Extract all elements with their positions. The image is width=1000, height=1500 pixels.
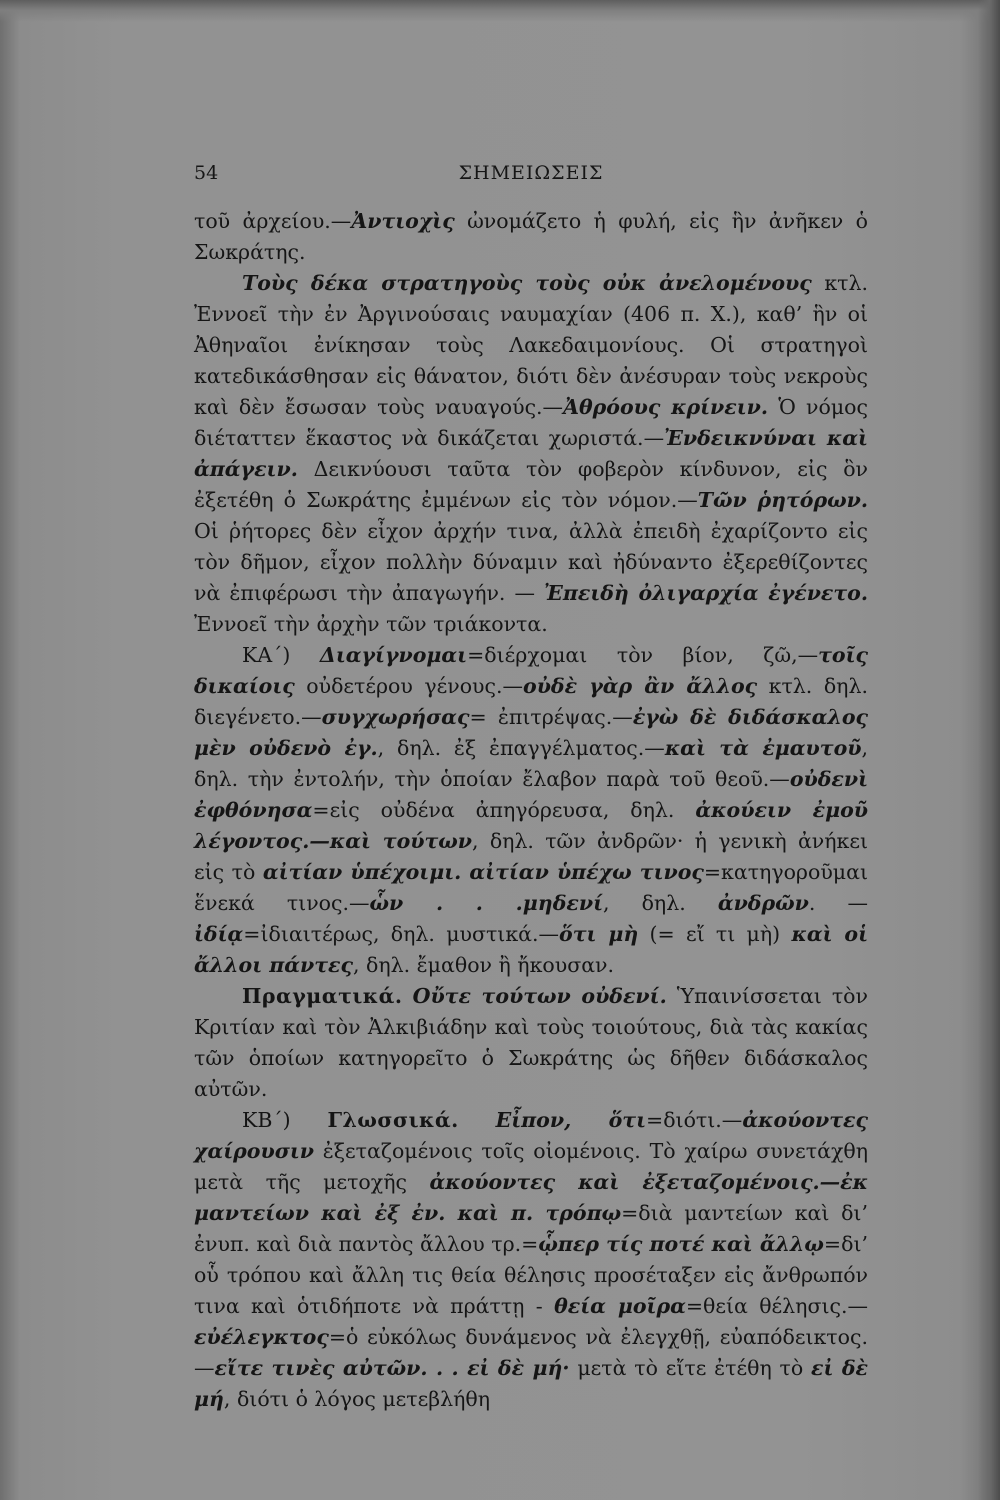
lemma-text: εἴτε τινὲς αὐτῶν. . . εἰ δὲ μή· <box>214 1356 570 1380</box>
commentary-text: ΚΑ΄) <box>242 643 320 667</box>
page-header <box>194 162 868 192</box>
paragraph <box>194 268 868 640</box>
commentary-text: =διὰ μαντείων καὶ δι’ ἐνυπ. καὶ διὰ παντὸς ἄλλου τρ.= <box>194 1201 868 1256</box>
lemma-text: Ἀθρόους κρίνειν. <box>563 395 769 419</box>
lemma-text: εὐέλεγκτος <box>194 1325 329 1349</box>
lemma-text: ὅτι μὴ <box>559 922 639 946</box>
lemma-text: Ἀντιοχὶς <box>351 209 455 233</box>
lemma-text: οὐδενὶ ἐφθόνησα <box>194 767 868 822</box>
body-text <box>194 206 868 1415</box>
commentary-text: . — <box>808 891 868 915</box>
paragraph <box>194 640 868 981</box>
commentary-text: =ἰδιαιτέρως, δηλ. μυστικά.— <box>243 922 560 946</box>
lemma-text: ἀκούειν ἐμοῦ λέγοντος.—καὶ τούτων <box>194 798 868 853</box>
commentary-text: Ἐννοεῖ τὴν ἀρχὴν τῶν τριάκοντα. <box>194 612 548 636</box>
page-number: 54 <box>194 162 219 184</box>
lemma-text: ἐγὼ δὲ διδάσκαλος μὲν οὐδενὸ ἐγ. <box>194 705 868 760</box>
lemma-text: Τῶν ῥητόρων. <box>697 488 868 512</box>
commentary-text: Δεικνύουσι ταῦτα τὸν φοβερὸν κίνδυνον, εἰς ὃν ἐξετέθη ὁ Σωκράτης ἐμμένων εἰς τὸν νόμον.— <box>194 457 868 512</box>
lemma-text: Ἐνδεικνύναι καὶ ἀπάγειν. <box>194 426 868 481</box>
lemma-text: Ἐπειδὴ ὀλιγαρχία ἐγένετο. <box>544 581 868 605</box>
page-binding-shadow <box>978 0 1000 1500</box>
commentary-text: , δηλ. ἐξ ἐπαγγέλματος.— <box>377 736 665 760</box>
commentary-text: κτλ. δηλ. διεγένετο.— <box>194 674 868 729</box>
commentary-text: =κατηγοροῦμαι ἕνεκά τινος.— <box>194 860 868 915</box>
page-top-edge-shadow <box>0 0 1000 22</box>
commentary-text: =διέρχομαι τὸν βίον, ζῶ,— <box>467 643 819 667</box>
commentary-text: , δηλ. <box>602 891 718 915</box>
commentary-text: ΚΒ΄) <box>242 1108 328 1132</box>
paragraph <box>194 1105 868 1415</box>
commentary-text: μετὰ τὸ εἴτε ἐτέθη τὸ <box>569 1356 812 1380</box>
commentary-text: (= εἴ τι μὴ) <box>638 922 792 946</box>
commentary-text: , δηλ. ἔμαθον ἢ ἤκουσαν. <box>353 953 615 977</box>
lemma-text: καὶ οἱ ἄλλοι πάντες <box>194 922 869 977</box>
commentary-text: =ὁ εὐκόλως δυνάμενος νὰ ἐλεγχθῇ, εὐαπόδεικτος.— <box>194 1325 868 1380</box>
lemma-text: Τοὺς δέκα στρατηγοὺς τοὺς οὐκ ἀνελομένους <box>242 271 812 295</box>
lemma-text: ᾧπερ τίς ποτέ καὶ ἄλλῳ <box>538 1232 824 1256</box>
paragraph <box>194 206 868 268</box>
lemma-text: εἰ δὲ μή <box>194 1356 868 1411</box>
commentary-text <box>459 1108 496 1132</box>
commentary-text: =δι’ οὗ τρόπου καὶ ἄλλη τις θεία θέλησις προσέταξεν εἰς ἄνθρωπόν τινα καὶ ὁτιδήποτε νὰ πράττῃ - <box>194 1232 868 1318</box>
lemma-text: τοῖς δικαίοις <box>194 643 868 698</box>
commentary-text: =εἰς οὐδένα ἀπηγόρευσα, δηλ. <box>312 798 696 822</box>
commentary-text <box>403 984 413 1008</box>
running-title: ΣΗΜΕΙΩΣΕΙΣ <box>458 162 604 184</box>
lemma-text: θεία μοῖρα <box>554 1294 686 1318</box>
lemma-text: ὧν . . .μηδενί <box>369 891 603 915</box>
commentary-text: ἐξεταζομένοις τοῖς οἰομένοις. Τὸ χαίρω συνετάχθη μετὰ τῆς μετοχῆς <box>194 1139 868 1194</box>
commentary-text: οὐδετέρου γένους.— <box>294 674 524 698</box>
lemma-text: συγχωρήσας <box>321 705 470 729</box>
commentary-text: Οἱ ῥήτορες δὲν εἶχον ἀρχήν τινα, ἀλλὰ ἐπειδὴ ἐχαρίζοντο εἰς τὸν δῆμον, εἶχον πολλὴν δύναμιν καὶ ἠδύναντο ἐξερεθίζοντες νὰ ἐπιφέρωσι τὴν ἀπαγωγήν. — <box>194 519 868 605</box>
lemma-text: οὐδὲ γὰρ ἂν ἄλλος <box>523 674 758 698</box>
commentary-text: =διότι.— <box>646 1108 743 1132</box>
lemma-text: ἀκούοντες καὶ ἐξεταζομένοις.—ἐκ μαντείων καὶ ἐξ ἐν. καὶ π. τρόπῳ <box>194 1170 869 1225</box>
commentary-text: Ὁ νόμος διέταττεν ἕκαστος νὰ δικάζεται χωριστά.— <box>194 395 868 450</box>
lemma-text: Οὔτε τούτων οὐδενί. <box>412 984 667 1008</box>
lemma-text: ἀνδρῶν <box>717 891 809 915</box>
commentary-text: Ὑπαινίσσεται τὸν Κριτίαν καὶ τὸν Ἀλκιβιάδην καὶ τοὺς τοιούτους, διὰ τὰς κακίας τῶν ὁποίων κατηγορεῖτο ὁ Σωκράτης ὡς δῆθεν διδάσκαλος αὐτῶν. <box>194 984 868 1101</box>
lemma-text: Εἶπον, ὅτι <box>495 1108 647 1132</box>
lemma-text: αἰτίαν ὑπέχοιμι. αἰτίαν ὑπέχω τινος <box>262 860 704 884</box>
lemma-text: ἀκούοντες χαίρουσιν <box>194 1108 868 1163</box>
commentary-text: , διότι ὁ λόγος μετεβλήθη <box>223 1387 491 1411</box>
lemma-text: Διαγίγνομαι <box>319 643 468 667</box>
commentary-text: =θεία θέλησις.— <box>685 1294 868 1318</box>
commentary-text: , δηλ. τὴν ἐντολήν, τὴν ὁποίαν ἔλαβον παρὰ τοῦ θεοῦ.— <box>194 736 869 791</box>
commentary-text: τοῦ ἀρχείου.— <box>194 209 352 233</box>
commentary-text: ὠνομάζετο ἡ φυλή, εἰς ἣν ἀνῆκεν ὁ Σωκράτης. <box>194 209 868 264</box>
lemma-text: καὶ τὰ ἐμαυτοῦ <box>664 736 862 760</box>
lemma-text: ἰδίᾳ <box>194 922 244 946</box>
commentary-text: , δηλ. τῶν ἀνδρῶν· ἡ γενικὴ ἀνήκει εἰς τὸ <box>194 829 868 884</box>
section-heading: Γλωσσικά. <box>327 1108 459 1132</box>
section-heading: Πραγματικά. <box>242 984 403 1008</box>
paragraph <box>194 981 868 1105</box>
commentary-text: κτλ. Ἐννοεῖ τὴν ἐν Ἀργινούσαις ναυμαχίαν (406 π. Χ.), καθ’ ἣν οἱ Ἀθηναῖοι ἐνίκησαν τοὺς Λακεδαιμονίους. Οἱ στρατηγοὶ κατεδικάσθησαν εἰς θάνατον, διότι δὲν ἀνέσυραν τοὺς νεκροὺς καὶ δὲν ἔσωσαν τοὺς ναυαγούς.— <box>194 271 868 419</box>
commentary-text: = ἐπιτρέψας.— <box>469 705 633 729</box>
